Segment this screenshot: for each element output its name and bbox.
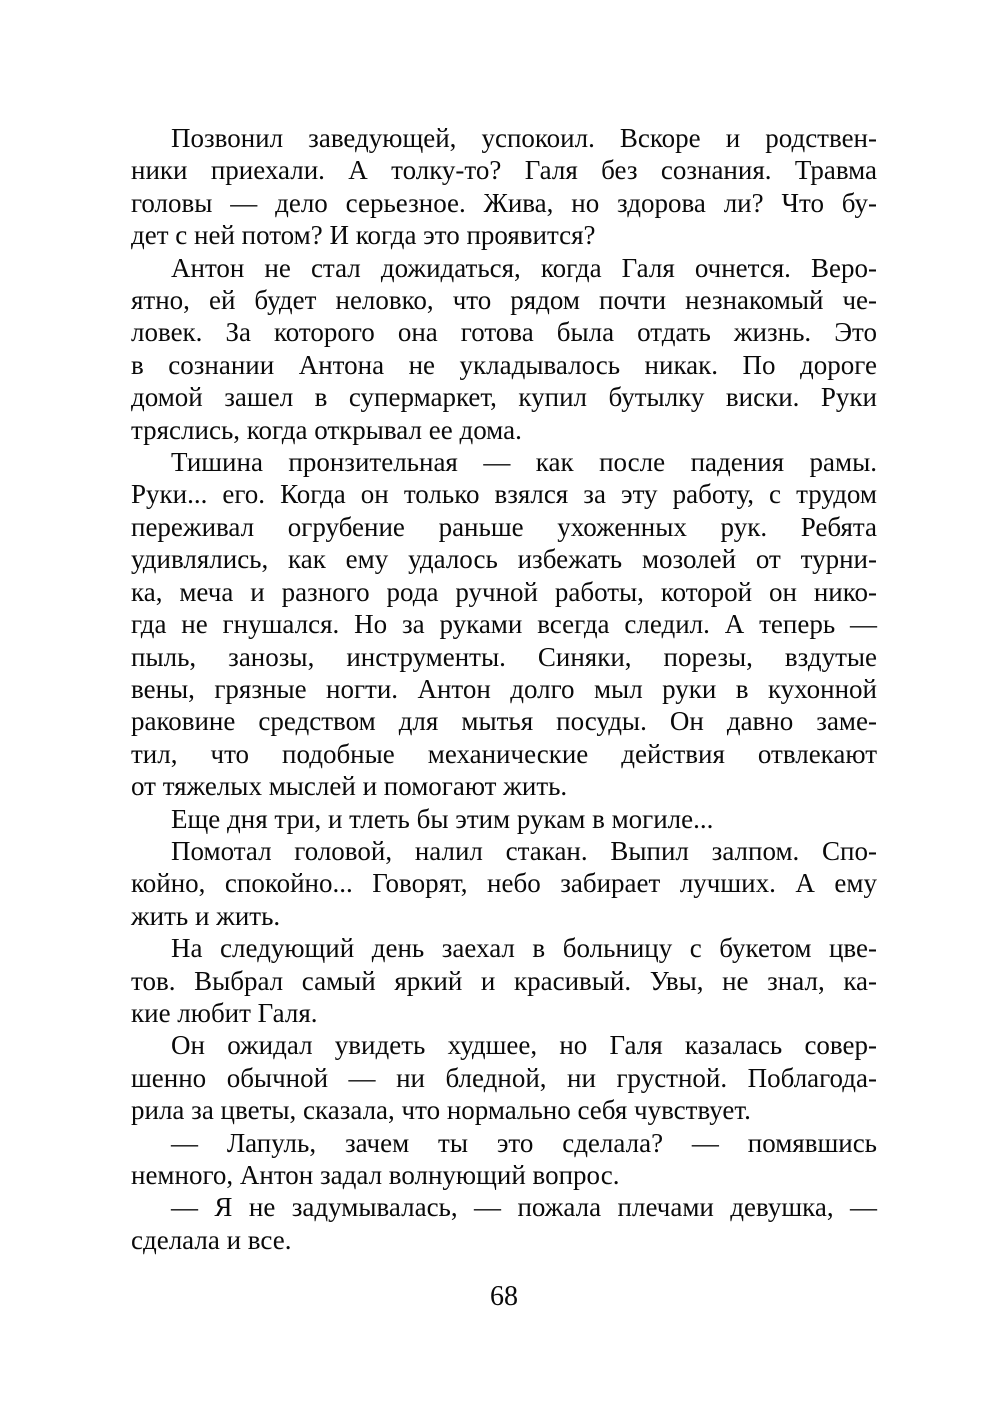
paragraph	[131, 1191, 877, 1256]
paragraph	[131, 446, 877, 802]
paragraph	[131, 835, 877, 932]
text-line: тряслись, когда открывал ее дома.	[131, 414, 522, 445]
text-line: — Лапуль, зачем ты это сделала? — помявшись	[171, 1127, 877, 1158]
text-line: Еще дня три, и тлеть бы этим рукам в могиле...	[171, 803, 714, 834]
text-line: тил, что подобные механические действия отвлекают	[131, 738, 877, 769]
text-line: Помотал головой, налил стакан. Выпил залпом. Спо-	[171, 835, 877, 866]
text-line: ка, меча и разного рода ручной работы, которой он нико-	[131, 576, 877, 607]
text-line: тов. Выбрал самый яркий и красивый. Увы, не знал, ка-	[131, 965, 877, 996]
text-line: от тяжелых мыслей и помогают жить.	[131, 771, 568, 802]
text-line: сделала и все.	[131, 1224, 292, 1255]
text-line: жить и жить.	[131, 900, 281, 931]
text-line: раковине средством для мытья посуды. Он давно заме-	[131, 706, 877, 737]
paragraph	[131, 122, 877, 252]
text-line: немного, Антон задал волнующий вопрос.	[131, 1160, 620, 1190]
text-line: ятно, ей будет неловко, что рядом почти незнакомый че-	[131, 285, 877, 316]
text-line: гда не гнушался. Но за руками всегда следил. А теперь —	[131, 609, 877, 640]
text-line: в сознании Антона не укладывалось никак. По дороге	[131, 349, 877, 380]
text-line: — Я не задумывалась, — пожала плечами девушка, —	[171, 1192, 877, 1223]
text-line: переживал огрубение раньше ухоженных рук. Ребята	[131, 511, 877, 542]
paragraph	[131, 1029, 877, 1126]
paragraph	[131, 252, 877, 446]
text-line: домой зашел в супермаркет, купил бутылку виски. Руки	[131, 382, 877, 413]
text-line: шенно обычной — ни бледной, ни грустной. Поблагода-	[131, 1062, 877, 1093]
text-line: кие любит Галя.	[131, 997, 318, 1028]
text-line: удивлялись, как ему удалось избежать мозолей от турни-	[131, 544, 877, 575]
text-line: На следующий день заехал в больницу с букетом цве-	[171, 933, 877, 964]
text-line: ловек. За которого она готова была отдать жизнь. Это	[131, 317, 877, 348]
text-line: Он ожидал увидеть худшее, но Галя казалась совер-	[171, 1030, 877, 1061]
text-line: дет с ней потом? И когда это проявится?	[131, 220, 596, 251]
text-line: рила за цветы, сказала, что нормально себя чувствует.	[131, 1095, 751, 1126]
text-line: головы — дело серьезное. Жива, но здорова ли? Что бу-	[131, 187, 877, 218]
text-line: ники приехали. А толку-то? Галя без сознания. Травма	[131, 155, 877, 186]
text-line: Тишина пронзительная — как после падения рамы.	[171, 447, 877, 478]
page-number: 68	[490, 1281, 518, 1312]
text-line: пыль, занозы, инструменты. Синяки, порезы, вздутые	[131, 641, 877, 672]
text-line: Позвонил заведующей, успокоил. Вскоре и родствен-	[171, 123, 877, 153]
text-line: Антон не стал дожидаться, когда Галя очнется. Веро-	[171, 252, 877, 283]
text-line: вены, грязные ногти. Антон долго мыл руки в кухонной	[131, 673, 877, 704]
paragraph	[131, 1127, 877, 1192]
text-line: Руки... его. Когда он только взялся за эту работу, с трудом	[131, 479, 877, 510]
text-line: койно, спокойно... Говорят, небо забирает лучших. А ему	[131, 868, 877, 899]
paragraph	[131, 803, 877, 835]
body-text	[131, 122, 877, 1256]
paragraph	[131, 932, 877, 1029]
